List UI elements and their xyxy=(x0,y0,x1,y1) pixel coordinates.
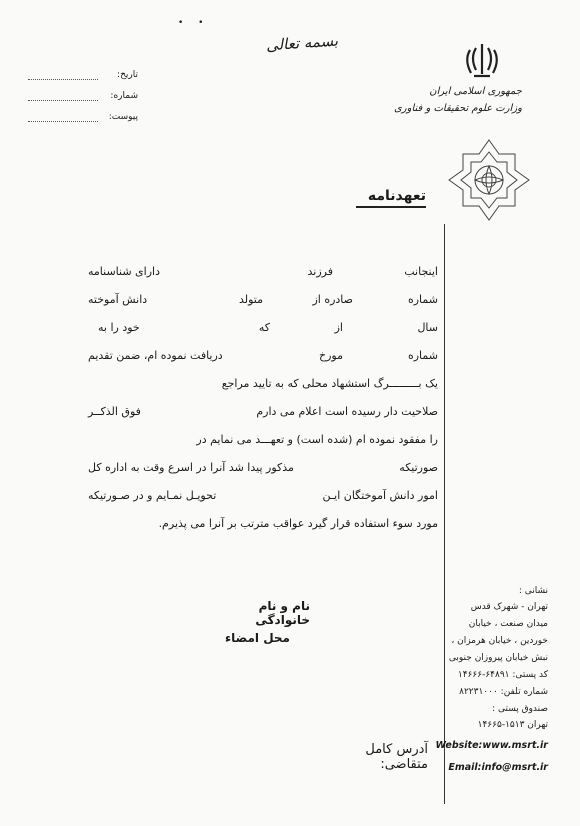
body-fragment: مورخ xyxy=(319,349,343,362)
body-fragment: متولد xyxy=(238,293,263,306)
date-field xyxy=(28,70,138,84)
name-label: نام و نام خانوادگی xyxy=(255,599,310,627)
number-label: شماره: xyxy=(110,91,138,101)
body-fragment: از xyxy=(334,321,343,334)
po-box-number: تهران ۱۵۱۳-۱۴۶۶۵ xyxy=(477,720,548,730)
body-line xyxy=(88,377,438,397)
body-line xyxy=(88,433,438,453)
attachment-dotted-line xyxy=(28,121,98,122)
body-fragment: صلاحیت دار رسیده است اعلام می دارم xyxy=(256,405,438,418)
body-fragment: تحویـل نمـایم و در صـورتیکه xyxy=(88,489,217,502)
body-fragment: شماره xyxy=(407,349,438,362)
website-link[interactable]: Website:www.msrt.ir xyxy=(435,740,548,751)
basmala-heading: بسمه تعالی xyxy=(265,31,339,55)
contact-line: تهران - شهرک قدس xyxy=(470,602,548,612)
body-fragment: دارای شناسنامه xyxy=(88,265,160,278)
body-line xyxy=(88,461,438,481)
body-fragment: امور دانش آموختگان ایـن xyxy=(322,489,438,502)
email-link[interactable]: Email:info@msrt.ir xyxy=(448,762,548,773)
body-fragment: دانش آموخته xyxy=(88,293,148,306)
title-underline xyxy=(356,206,426,208)
signature-place-label: محل امضاء xyxy=(225,631,290,645)
body-fragment: سال xyxy=(417,321,438,334)
postal-code: کد پستی: ۶۴۸۹۱-۱۴۶۶۶ xyxy=(457,670,548,680)
body-line xyxy=(88,265,438,285)
body-fragment: فوق الذکــر xyxy=(88,405,141,418)
iran-emblem-icon xyxy=(462,40,502,82)
contact-line: نبش خیابان پیروزان جنوبی xyxy=(448,653,548,663)
contact-line: میدان صنعت ، خیابان xyxy=(468,619,548,629)
body-line xyxy=(88,349,438,369)
date-label: تاریخ: xyxy=(117,70,138,80)
body-line xyxy=(88,405,438,425)
date-dotted-line xyxy=(28,79,98,80)
body-line xyxy=(88,293,438,313)
attachment-label: پیوست: xyxy=(108,112,138,122)
body-fragment: شماره xyxy=(407,293,438,306)
number-dotted-line xyxy=(28,100,98,101)
contact-line: خوردین ، خیابان هرمزان ، xyxy=(451,636,548,646)
body-fragment: صادره از xyxy=(312,293,353,306)
body-fragment: مذکور پیدا شد آنرا در اسرع وقت به اداره کل xyxy=(88,461,294,474)
body-fragment: اینجانب xyxy=(404,265,438,278)
body-fragment: فرزند xyxy=(307,265,333,278)
po-box-label: صندوق پستی : xyxy=(492,704,548,714)
body-line xyxy=(88,517,438,537)
body-fragment: خود را به xyxy=(98,321,140,334)
contact-label: نشانی : xyxy=(518,586,548,596)
top-marks: • • xyxy=(178,18,210,28)
body-fragment: مورد سوء استفاده قرار گیرد عواقب مترتب بر آنرا می پذیرم. xyxy=(158,517,438,530)
body-fragment: که xyxy=(258,321,270,334)
applicant-address-label: آدرس کامل متقاضی: xyxy=(365,742,428,772)
vertical-divider xyxy=(444,224,445,804)
number-field xyxy=(28,91,138,105)
ministry-line: وزارت علوم تحقیقات و فناوری xyxy=(393,103,522,114)
body-line xyxy=(88,489,438,509)
government-line: جمهوری اسلامی ایران xyxy=(429,86,522,97)
body-fragment: دریافت نموده ام، ضمن تقدیم xyxy=(88,349,223,362)
body-fragment: یک بـــــــــرگ استشهاد محلی که به تایید مراجع xyxy=(221,377,438,390)
ornament-icon xyxy=(447,138,531,222)
document-title: تعهدنامه xyxy=(367,188,426,204)
body-fragment: را مفقود نموده ام (شده است) و تعهـــد می نمایم در xyxy=(196,433,438,446)
body-line xyxy=(88,321,438,341)
attachment-field xyxy=(28,112,138,126)
phone-number: شماره تلفن: ۸۲۲۳۱۰۰۰ xyxy=(459,687,548,697)
body-fragment: صورتیکه xyxy=(399,461,438,474)
